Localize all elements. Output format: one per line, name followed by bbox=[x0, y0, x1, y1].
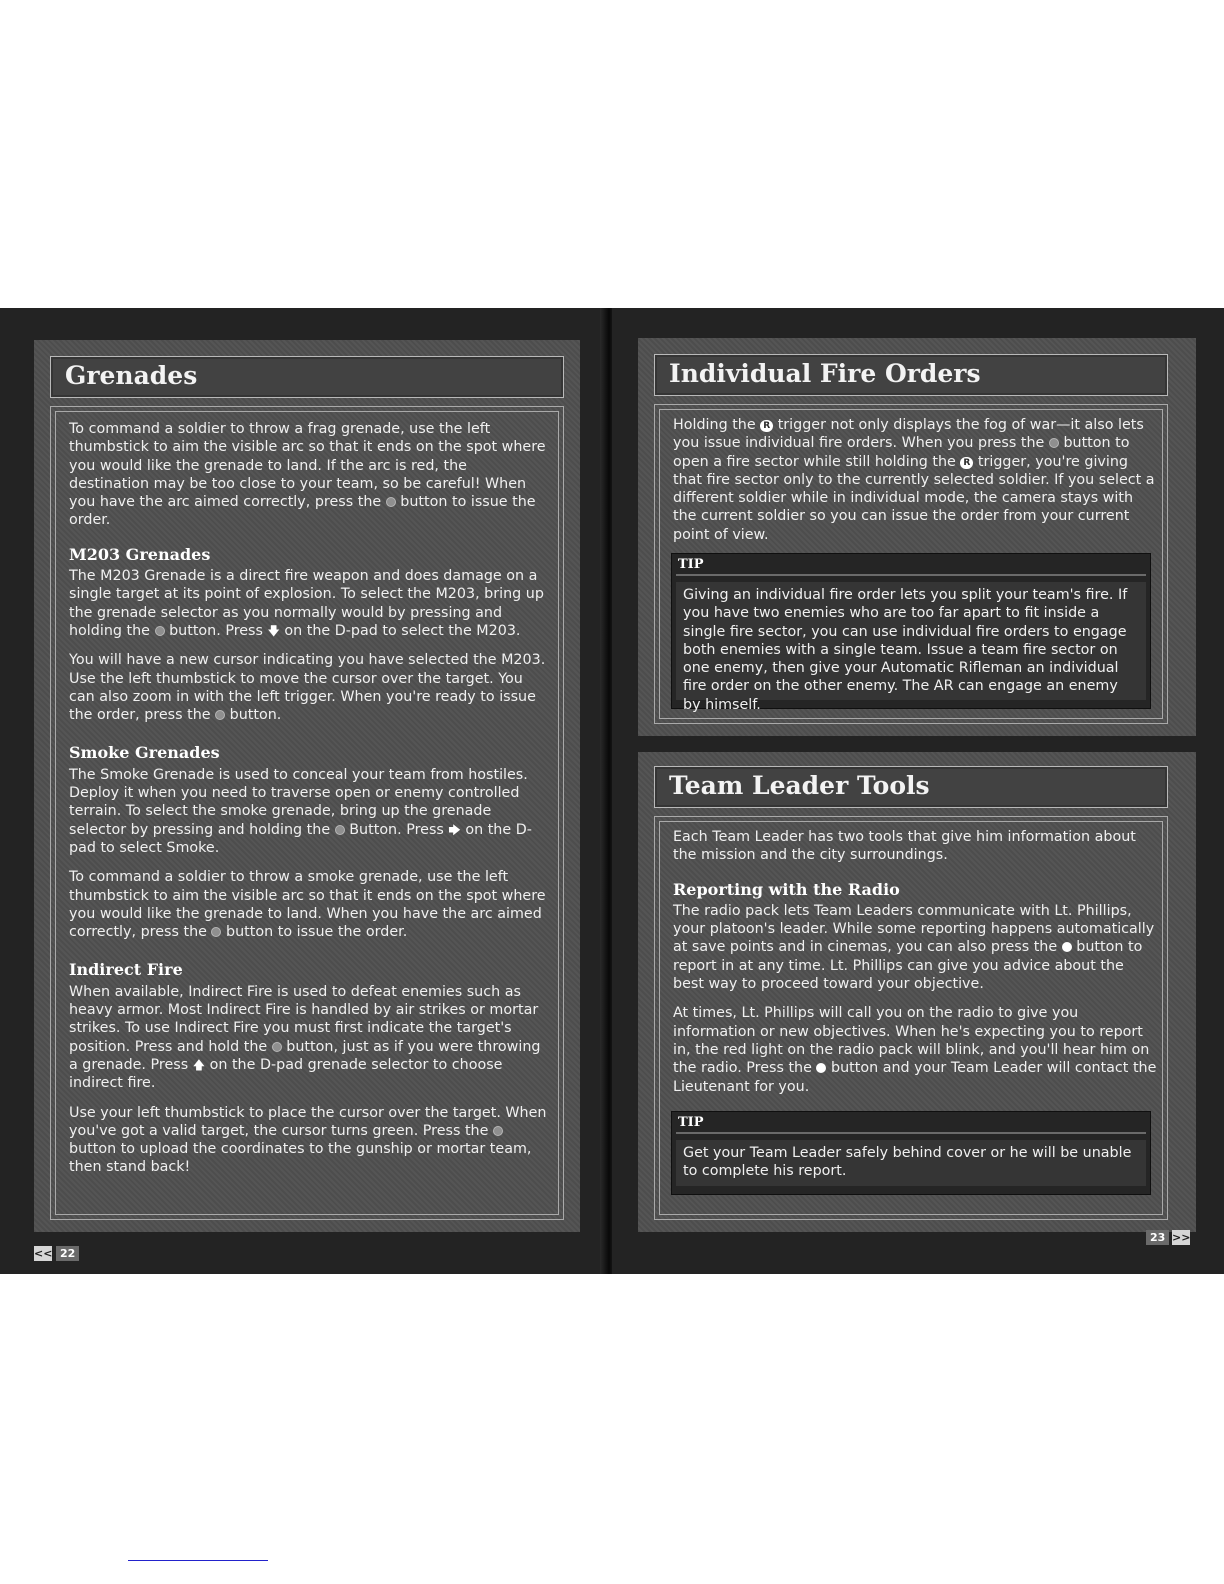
grenades-panel bbox=[34, 340, 580, 1232]
fire-orders-panel bbox=[638, 338, 1196, 736]
m203-paragraph-1: The M203 Grenade is a direct fire weapon and does damage on a single target at its point of explosion. To select the M203, bring up the grenade selector as you normally would by pressing and holding the button. Press 🡇 on the D-pad to select the M203. bbox=[69, 568, 544, 639]
previous-page-button[interactable]: << bbox=[34, 1247, 53, 1260]
subheading-smoke: Smoke Grenades bbox=[69, 743, 220, 763]
fire-orders-frame bbox=[654, 404, 1168, 724]
trigger-r-icon: R bbox=[960, 457, 973, 469]
d-pad-down-icon: 🡇 bbox=[267, 623, 280, 638]
tip-box bbox=[671, 553, 1151, 713]
fire-orders-heading-box bbox=[654, 354, 1168, 396]
m203-paragraph-2: You will have a new cursor indicating you have selected the M203. Use the left thumbstick to move the cursor over the target. You can also zoom in with the left trigger. When you're ready to issue the order, press the button. bbox=[69, 652, 546, 724]
smoke-paragraph-2: To command a soldier to throw a smoke grenade, use the left thumbstick to aim the visible arc so that it ends on the spot where you would like the grenade to land. When you have the arc aimed correctly, press the button to issue the order. bbox=[69, 869, 546, 941]
white-button-icon bbox=[816, 1063, 826, 1073]
button-icon bbox=[335, 825, 345, 835]
radio-paragraph-2: At times, Lt. Phillips will call you on the radio to give you information or new objectives. When he's expecting you to report in, the red light on the radio pack will blink, and you'll hear him on the radio. Press the button and your Team Leader will contact the Lieutenant for you. bbox=[673, 1005, 1157, 1095]
tip-label: TIP bbox=[678, 557, 704, 572]
grenades-body bbox=[69, 420, 551, 1188]
grenades-frame bbox=[50, 406, 564, 1220]
fire-orders-paragraph: Holding the R trigger not only displays the fog of war—it also lets you issue individual fire orders. When you press the button to open a fire sector while still holding the R trigger, you're giving that fire sector only to the currently selected soldier. If you select a different soldier while in individual mode, the camera stays with the current soldier so you can issue the order from your current point of view. bbox=[673, 417, 1155, 543]
footnote-rule bbox=[128, 1560, 268, 1561]
grenades-heading-box bbox=[50, 356, 564, 398]
grenades-intro: To command a soldier to throw a frag grenade, use the left thumbstick to aim the visible arc so that it ends on the spot where you would like the grenade to land. If the arc is red, the destination may be too close to your team, so be careful! When you have the arc aimed correctly, press the button to issue the order. bbox=[69, 421, 546, 529]
team-leader-panel bbox=[638, 752, 1196, 1232]
tip-divider bbox=[676, 1132, 1146, 1134]
tip-text: Get your Team Leader safely behind cover or he will be unable to complete his report. bbox=[676, 1140, 1146, 1186]
manual-spread bbox=[0, 308, 1224, 1274]
subheading-radio: Reporting with the Radio bbox=[673, 879, 900, 899]
section-heading: Team Leader Tools bbox=[669, 771, 930, 800]
fire-orders-body bbox=[673, 416, 1157, 555]
radio-paragraph-1: The radio pack lets Team Leaders communicate with Lt. Phillips, your platoon's leader. While some reporting happens automatically at save points and in cinemas, you can also press the button to report in at any time. Lt. Phillips can give you advice about the best way to proceed toward your objective. bbox=[673, 902, 1155, 993]
button-icon bbox=[155, 626, 165, 636]
white-button-icon bbox=[1062, 942, 1072, 952]
button-icon bbox=[493, 1126, 503, 1136]
smoke-paragraph-1: The Smoke Grenade is used to conceal your team from hostiles. Deploy it when you need to traverse open or enemy controlled terrain. To select the smoke grenade, bring up the grenade selector by pressing and holding the Button. Press 🡆 on the D-pad to select Smoke. bbox=[69, 766, 532, 856]
right-page bbox=[612, 308, 1224, 1274]
button-icon bbox=[215, 710, 225, 720]
button-icon bbox=[386, 497, 396, 507]
left-page bbox=[0, 308, 606, 1274]
tip-label: TIP bbox=[678, 1115, 704, 1130]
indirect-paragraph-2: Use your left thumbstick to place the cursor over the target. When you've got a valid target, the cursor turns green. Press the button to upload the coordinates to the gunship or mortar team, then stand back! bbox=[69, 1104, 547, 1176]
button-icon bbox=[272, 1042, 282, 1052]
tip-box bbox=[671, 1111, 1151, 1195]
button-icon bbox=[1049, 438, 1059, 448]
team-leader-frame bbox=[654, 816, 1168, 1220]
trigger-r-icon: R bbox=[760, 420, 773, 432]
subheading-indirect-fire: Indirect Fire bbox=[69, 960, 183, 980]
page-number-left: 22 bbox=[56, 1246, 79, 1261]
indirect-paragraph-1: When available, Indirect Fire is used to defeat enemies such as heavy armor. Most Indirect Fire is handled by air strikes or mortar strikes. To use Indirect Fire you must first indicate the target's position. Press and hold the button, just as if you were throwing a grenade. Press 🡅 on the D-pad grenade selector to choose indirect fire. bbox=[69, 983, 541, 1092]
tip-text: Giving an individual fire order lets you split your team's fire. If you have two enemies who are too far apart to fit inside a single fire sector, you can use individual fire orders to engage both enemies with a single team. Issue a team fire sector on one enemy, then give your Automatic Rifleman an individual fire order on the other enemy. The AR can engage an enemy by himself. bbox=[676, 582, 1146, 700]
team-leader-body bbox=[673, 828, 1157, 1107]
section-heading: Individual Fire Orders bbox=[669, 359, 981, 388]
section-heading: Grenades bbox=[65, 361, 198, 390]
next-page-button[interactable]: >> bbox=[1172, 1231, 1191, 1244]
button-icon bbox=[211, 927, 221, 937]
page-number-right: 23 bbox=[1146, 1230, 1169, 1245]
team-leader-intro: Each Team Leader has two tools that give him information about the mission and the city surroundings. bbox=[673, 829, 1136, 864]
d-pad-up-icon: 🡅 bbox=[192, 1057, 206, 1072]
subheading-m203: M203 Grenades bbox=[69, 544, 211, 564]
team-leader-heading-box bbox=[654, 766, 1168, 808]
tip-divider bbox=[676, 574, 1146, 576]
d-pad-right-icon: 🡆 bbox=[448, 822, 461, 837]
